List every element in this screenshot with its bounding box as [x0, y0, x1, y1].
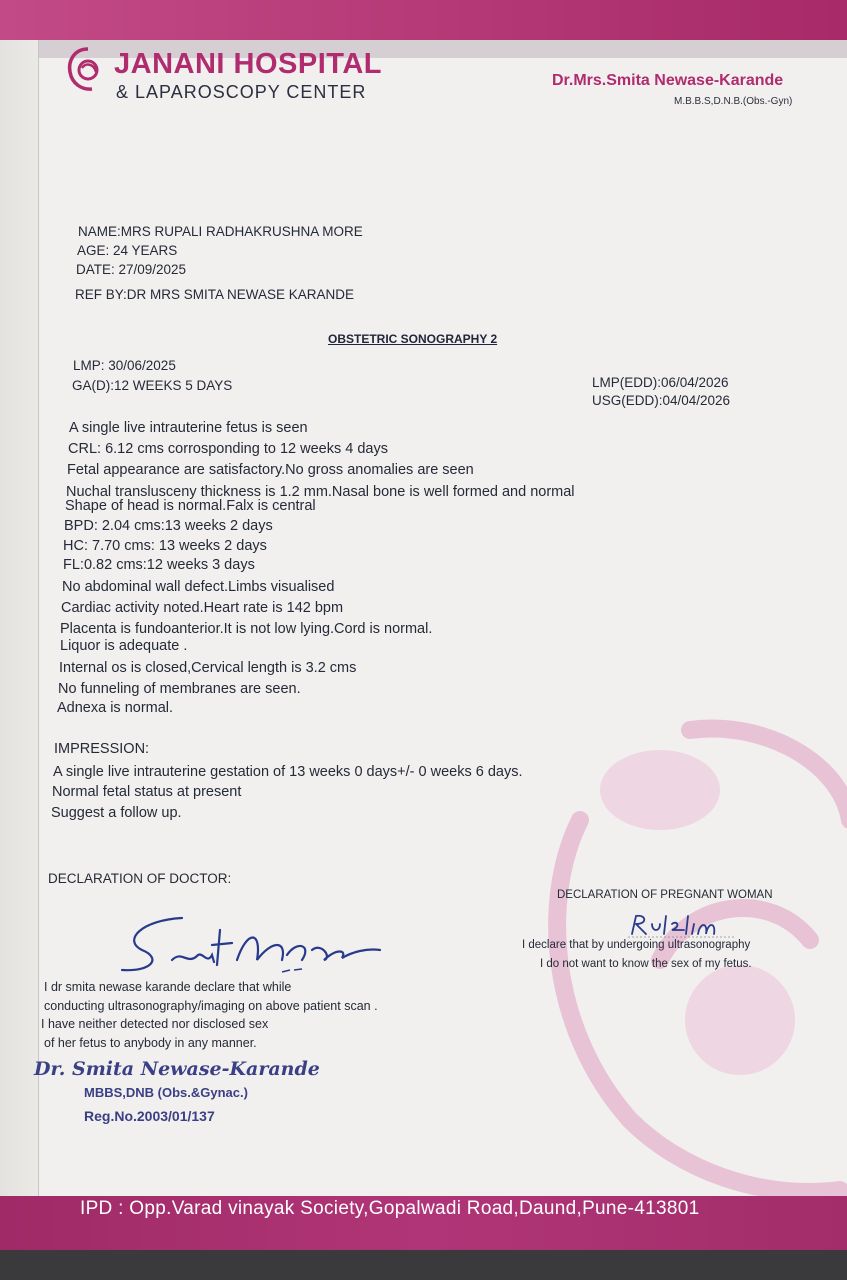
finding-line: Nuchal translusceny thickness is 1.2 mm.Nasal bone is well formed and normal	[66, 484, 575, 500]
finding-line: No funneling of membranes are seen.	[58, 681, 301, 697]
finding-line: HC: 7.70 cms: 13 weeks 2 days	[63, 538, 267, 554]
impression-line: Suggest a follow up.	[51, 805, 182, 821]
patient-declaration-title: DECLARATION OF PREGNANT WOMAN	[557, 889, 773, 901]
doctor-signature	[112, 910, 392, 980]
finding-line: A single live intrauterine fetus is seen	[69, 420, 308, 436]
finding-line: Internal os is closed,Cervical length is 3.2 cms	[59, 660, 357, 676]
impression-line: A single live intrauterine gestation of 13 weeks 0 days+/- 0 weeks 6 days.	[53, 764, 523, 780]
patient-signature	[626, 912, 736, 938]
top-band	[0, 0, 847, 40]
impression-line: Normal fetal status at present	[52, 784, 242, 800]
finding-line: Adnexa is normal.	[57, 700, 174, 716]
doctor-stamp-qualification: MBBS,DNB (Obs.&Gynac.)	[84, 1085, 248, 1100]
patient-name: NAME:MRS RUPALI RADHAKRUSHNA MORE	[78, 224, 363, 239]
doctor-stamp-name: Dr. Smita Newase-Karande	[34, 1058, 320, 1080]
hospital-logo-icon	[66, 46, 110, 92]
lmp-edd: LMP(EDD):06/04/2026	[592, 375, 729, 390]
doctor-name: Dr.Mrs.Smita Newase-Karande	[552, 72, 784, 89]
lmp: LMP: 30/06/2025	[73, 358, 176, 373]
finding-line: CRL: 6.12 cms corrosponding to 12 weeks 4 days	[68, 441, 388, 457]
doctor-declaration-line: of her fetus to anybody in any manner.	[44, 1036, 257, 1050]
finding-line: Placenta is fundoanterior.It is not low lying.Cord is normal.	[60, 621, 433, 637]
finding-line: No abdominal wall defect.Limbs visualised	[62, 579, 335, 595]
hospital-subtitle: & LAPAROSCOPY CENTER	[116, 82, 367, 102]
referred-by: REF BY:DR MRS SMITA NEWASE KARANDE	[75, 287, 355, 302]
finding-line: Fetal appearance are satisfactory.No gross anomalies are seen	[67, 462, 474, 478]
doctor-declaration-title: DECLARATION OF DOCTOR:	[48, 871, 232, 886]
report-date: DATE: 27/09/2025	[76, 262, 187, 277]
hospital-name: JANANI HOSPITAL	[114, 48, 382, 80]
doctor-declaration-line: I dr smita newase karande declare that while	[44, 980, 292, 994]
footer-address: IPD : Opp.Varad vinayak Society,Gopalwadi Road,Daund,Pune-413801	[80, 1198, 700, 1219]
patient-declaration-line: I declare that by undergoing ultrasonography	[522, 939, 751, 951]
background-surface	[0, 1250, 847, 1280]
finding-line: Shape of head is normal.Falx is central	[65, 498, 316, 514]
doctor-stamp-reg-no: Reg.No.2003/01/137	[84, 1108, 215, 1124]
finding-line: Cardiac activity noted.Heart rate is 142 bpm	[61, 600, 344, 616]
doctor-qualification: M.B.B.S,D.N.B.(Obs.-Gyn)	[674, 96, 793, 107]
gestational-age: GA(D):12 WEEKS 5 DAYS	[72, 378, 233, 393]
finding-line: Liquor is adequate .	[60, 638, 188, 654]
patient-declaration-line: I do not want to know the sex of my fetus.	[540, 958, 752, 970]
finding-line: FL:0.82 cms:12 weeks 3 days	[63, 557, 255, 573]
patient-age: AGE: 24 YEARS	[77, 243, 178, 258]
doctor-declaration-line: I have neither detected nor disclosed sex	[41, 1017, 269, 1031]
impression-title: IMPRESSION:	[54, 741, 150, 757]
usg-edd: USG(EDD):04/04/2026	[592, 393, 731, 408]
doctor-declaration-line: conducting ultrasonography/imaging on above patient scan .	[44, 999, 378, 1013]
finding-line: BPD: 2.04 cms:13 weeks 2 days	[64, 518, 273, 534]
report-title: OBSTETRIC SONOGRAPHY 2	[328, 332, 498, 346]
